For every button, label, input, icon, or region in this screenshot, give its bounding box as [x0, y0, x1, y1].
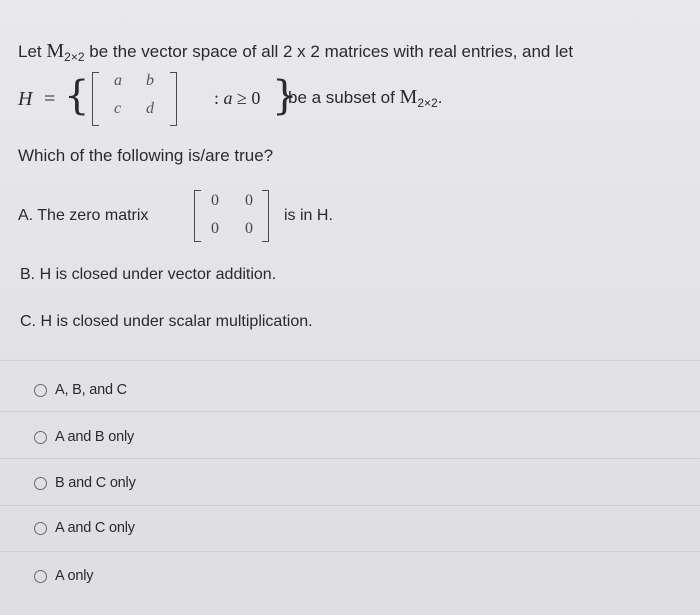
- subset-text: be a subset of: [288, 88, 395, 107]
- matrix-entry-a: a: [114, 72, 122, 89]
- radio-button-icon[interactable]: [34, 477, 47, 490]
- matrix-left-bracket: [92, 72, 99, 126]
- condition-colon: :: [214, 88, 220, 108]
- subset-statement: [288, 86, 442, 109]
- matrix-space-symbol: M: [46, 40, 65, 62]
- intro-prefix: Let: [18, 42, 42, 61]
- zero-matrix-left-bracket: [194, 190, 201, 242]
- option-label: A and C only: [55, 520, 135, 536]
- matrix-right-bracket: [170, 72, 177, 126]
- matrix-entry-d: d: [146, 100, 154, 117]
- statement-a-tail: is in H.: [284, 207, 333, 224]
- option-b-and-c[interactable]: [34, 475, 136, 491]
- statement-a-text: A. The zero matrix: [18, 207, 149, 224]
- radio-button-icon[interactable]: [34, 384, 47, 397]
- matrix-entry-b: b: [146, 72, 154, 89]
- radio-button-icon[interactable]: [34, 431, 47, 444]
- matrix-entry-c: c: [114, 100, 122, 117]
- divider: [0, 458, 700, 459]
- option-label: B and C only: [55, 475, 136, 491]
- option-label: A and B only: [55, 429, 135, 445]
- problem-intro: [18, 40, 573, 63]
- matrix-space-subscript: 2×2: [64, 50, 85, 64]
- option-a-b-c[interactable]: [34, 382, 127, 398]
- statement-c: C. H is closed under scalar multiplication.: [20, 313, 313, 330]
- radio-button-icon[interactable]: [34, 522, 47, 535]
- subset-space-subscript: 2×2: [417, 96, 438, 110]
- option-label: A, B, and C: [55, 382, 127, 398]
- option-a-and-b[interactable]: [34, 429, 134, 445]
- zero-entry-22: 0: [245, 220, 253, 237]
- subset-period: .: [437, 88, 443, 107]
- option-label: A only: [55, 568, 94, 584]
- intro-suffix: be the vector space of all 2 x 2 matrices with real entries, and let: [89, 42, 574, 61]
- set-definition: [18, 70, 698, 134]
- left-brace-icon: {: [64, 73, 90, 119]
- divider: [0, 505, 700, 506]
- option-a-and-c[interactable]: [34, 520, 135, 536]
- condition-variable: a: [223, 88, 233, 108]
- divider: [0, 551, 700, 552]
- statement-b: B. H is closed under vector addition.: [20, 266, 277, 283]
- zero-entry-11: 0: [211, 192, 219, 209]
- question-text: Which of the following is/are true?: [18, 146, 274, 165]
- subset-space-symbol: M: [399, 86, 418, 108]
- radio-button-icon[interactable]: [34, 570, 47, 583]
- zero-entry-21: 0: [211, 220, 219, 237]
- divider: [0, 411, 700, 412]
- equals-sign: =: [44, 88, 56, 110]
- right-brace-icon: }: [272, 73, 298, 119]
- condition: [214, 88, 260, 109]
- zero-matrix-right-bracket: [262, 190, 269, 242]
- set-symbol-h: H: [18, 88, 33, 110]
- condition-relation: ≥ 0: [237, 88, 261, 108]
- option-a-only[interactable]: [34, 568, 93, 584]
- divider: [0, 360, 700, 361]
- zero-entry-12: 0: [245, 192, 253, 209]
